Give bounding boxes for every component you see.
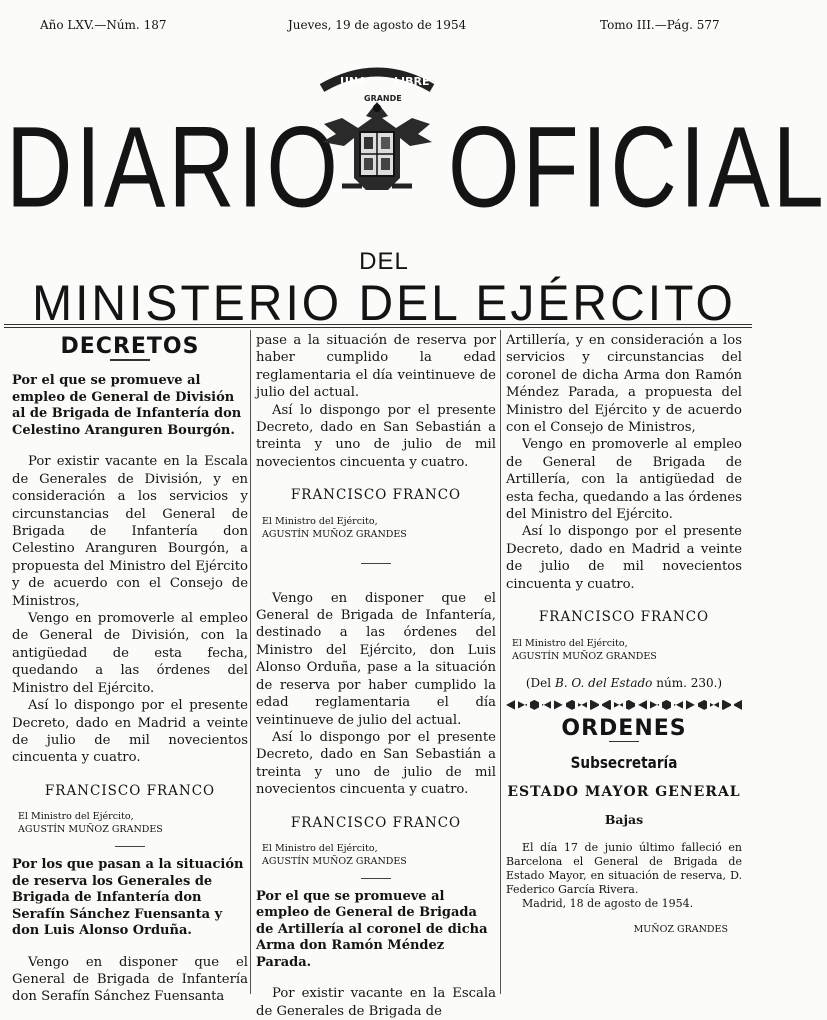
paragraph: Vengo en disponer que el General de Brigada de Infantería don Serafín Sánchez Fuensanta (12, 954, 248, 1005)
divider (609, 741, 639, 742)
paragraph: Así lo dispongo por el presente Decreto, dado en Madrid a veinte de julio de mil novecientos cincuenta y cuatro. (12, 698, 248, 766)
decree-heading: Por los que pasan a la situación de reserva los Generales de Brigada de Infantería don Serafín Sánchez Fuensanta y don Luis Alonso Orduña. (12, 857, 244, 939)
minister-name: AGUSTÍN MUÑOZ GRANDES (18, 824, 163, 836)
paragraph: Así lo dispongo por el presente Decreto, dado en San Sebastián a treinta y uno de julio de mil novecientos cincuenta y cuatro. (256, 729, 496, 798)
masthead-del: DEL (359, 248, 409, 275)
column-2 (256, 332, 496, 1019)
signature-head-of-state: FRANCISCO FRANCO (538, 609, 710, 626)
decree-heading: Por el que se promueve al empleo de General de Brigada de Artillería al coronel de dicha Arma don Ramón Méndez Parada. (256, 888, 488, 970)
divider (361, 878, 391, 879)
paragraph: pase a la situación de reserva por haber cumplido la edad reglamentaria el día veintinueve de julio del actual. (256, 333, 496, 401)
paragraph: Así lo dispongo por el presente Decreto, dado en Madrid a veinte de julio de mil novecientos cincuenta y cuatro. (506, 524, 742, 592)
volume-page: Tomo III.—Pág. 577 (600, 18, 720, 32)
masthead-rule (4, 324, 752, 328)
year-number: Año LXV.—Núm. 187 (40, 18, 167, 32)
emblem-motto-grande: GRANDE (364, 94, 402, 103)
emblem-motto-una: UNA (340, 75, 367, 88)
section-heading-decretos: DECRETOS (60, 334, 200, 359)
column-1 (12, 332, 248, 1005)
minister-name: AGUSTÍN MUÑOZ GRANDES (512, 650, 657, 662)
paragraph: Vengo en promoverle al empleo de General de Brigada de Artillería, con la antigüedad de esta fecha, quedando a las órdenes del Ministro del Ejército. (506, 437, 742, 523)
issue-date: Jueves, 19 de agosto de 1954 (288, 18, 467, 32)
paragraph: Artillería, y en consideración a los servicios y circunstancias del coronel de dicha Arma don Ramón Méndez Parada, a propuesta del Ministro del Ejército y de acuerdo con el Consejo de Ministros, (506, 333, 742, 436)
divider (361, 563, 391, 564)
signature-head-of-state: FRANCISCO FRANCO (290, 487, 462, 504)
masthead-ministry: MINISTERIO DEL EJÉRCITO (32, 275, 736, 332)
divider (115, 846, 145, 847)
topic-heading: Bajas (604, 812, 644, 828)
masthead-word-oficial: OFICIAL (448, 103, 827, 232)
emblem-motto-libre: LIBRE (394, 75, 430, 88)
ornamental-divider (506, 700, 742, 710)
minister-label: El Ministro del Ejército, (262, 515, 378, 527)
signature-head-of-state: FRANCISCO FRANCO (290, 814, 462, 831)
column-divider (500, 330, 501, 994)
publication-reference: (Del B. O. del Estado núm. 230.) (525, 675, 723, 690)
signature-head-of-state: FRANCISCO FRANCO (44, 782, 216, 799)
minister-label: El Ministro del Ejército, (18, 811, 134, 823)
masthead (0, 58, 827, 232)
paragraph: Así lo dispongo por el presente Decreto, dado en San Sebastián a treinta y uno de julio de mil novecientos cincuenta y cuatro. (256, 402, 496, 470)
minister-label: El Ministro del Ejército, (262, 842, 378, 854)
minister-name: AGUSTÍN MUÑOZ GRANDES (262, 528, 407, 540)
divider (110, 359, 150, 361)
subsection-heading: Subsecretaría (570, 753, 678, 773)
decree-heading: Por el que se promueve al empleo de General de División al de Brigada de Infantería don Celestino Aranguren Bourgón. (12, 373, 242, 438)
section-heading-ordenes: ORDENES (561, 715, 687, 741)
masthead-word-diario: DIARIO (6, 103, 341, 232)
paragraph: Madrid, 18 de agosto de 1954. (522, 896, 694, 910)
paragraph: Por existir vacante en la Escala de Generales de División, y en consideración a los servicios y circunstancias del General de Brigada de Infantería don Celestino Aranguren Bourgón, a propuesta del Ministro del Ejército y de acuerdo con el Consejo de Ministros, (12, 454, 248, 609)
column-3 (506, 332, 742, 992)
paragraph: Vengo en disponer que el General de Brigada de Infantería, destinado a las órdenes del Ministro del Ejército, don Luis Alonso Orduña, pase a la situación de reserva por haber cumplido la edad reglamentaria el día veintinueve de julio del actual. (256, 590, 496, 728)
eagle-coat-of-arms-icon (302, 58, 452, 208)
paragraph: El día 17 de junio último falleció en Barcelona el General de Brigada de Estado Mayor, en situación de reserva, D. Federico García Rivera. (506, 840, 742, 896)
minister-name: AGUSTÍN MUÑOZ GRANDES (262, 855, 407, 867)
paragraph: Vengo en promoverle al empleo de General de División, con la antigüedad de esta fecha, quedando a las órdenes del Ministro del Ejército. (12, 611, 248, 696)
minister-label: El Ministro del Ejército, (512, 637, 628, 649)
paragraph: Por existir vacante en la Escala de Generales de Brigada de (256, 986, 496, 1019)
header-line (0, 18, 768, 36)
column-divider (250, 330, 251, 994)
department-heading: ESTADO MAYOR GENERAL (507, 783, 741, 800)
signature-name: MUÑOZ GRANDES (633, 923, 728, 935)
